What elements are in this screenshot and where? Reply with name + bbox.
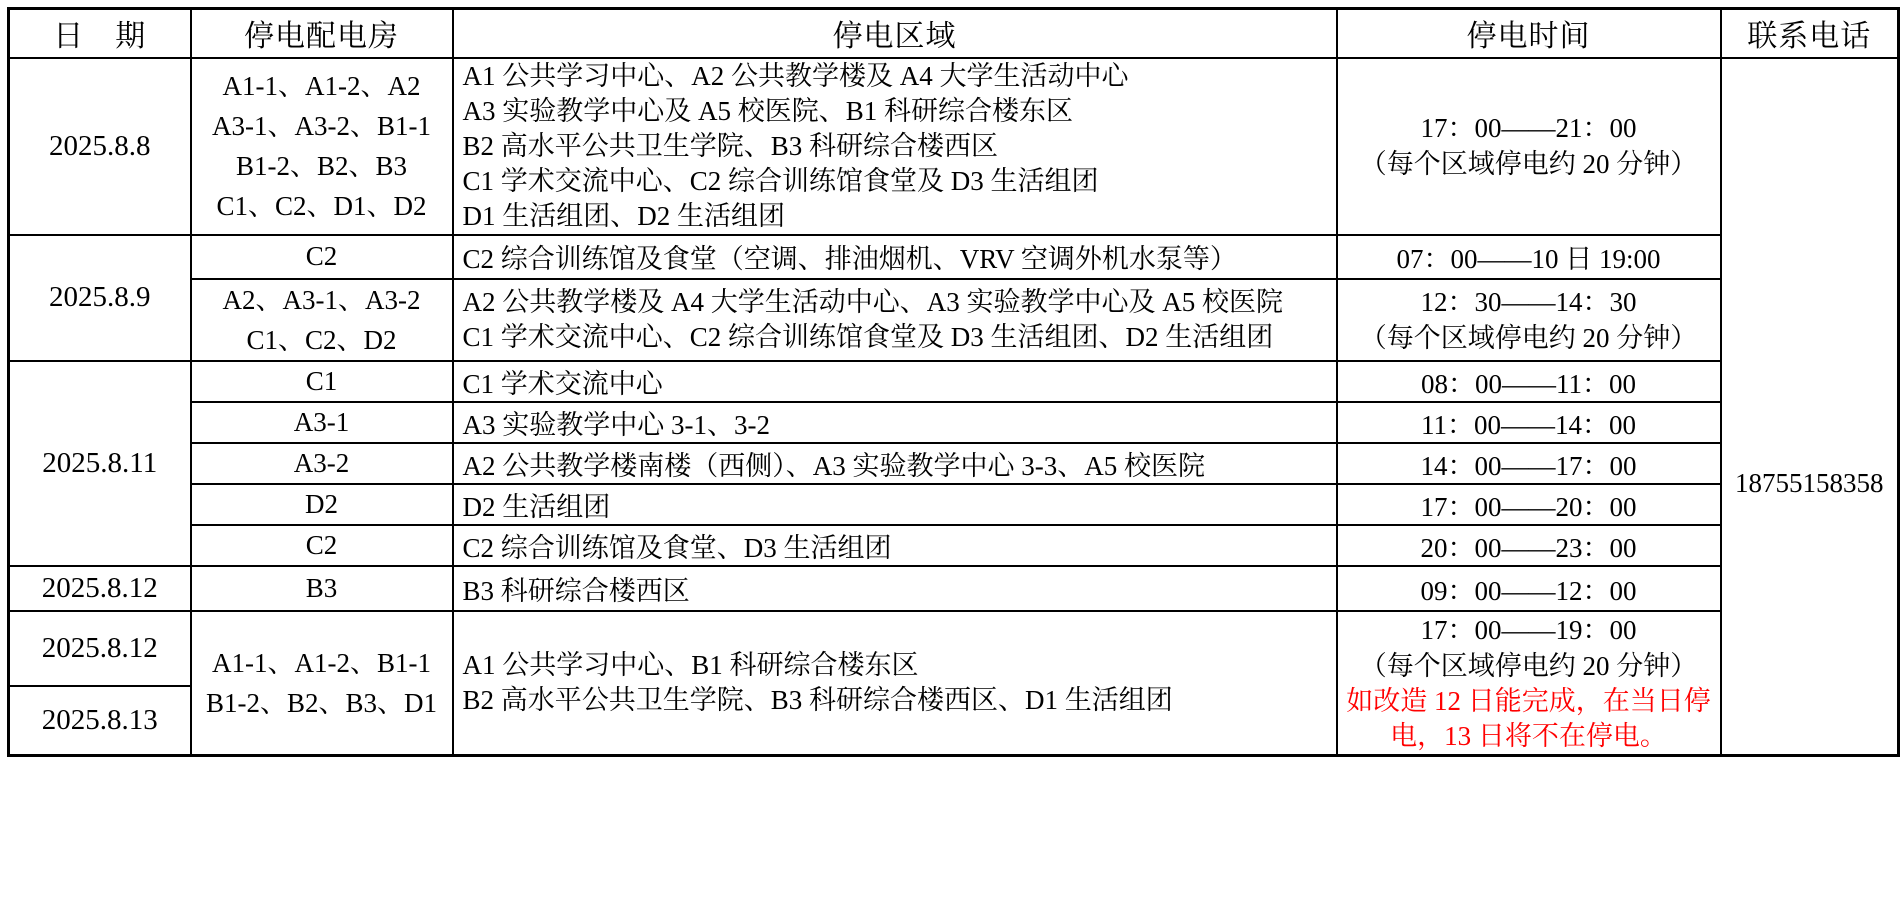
date-cell-aug11: 2025.8.11 xyxy=(9,361,191,566)
room-cell-aug11-a3-2: A3-2 xyxy=(191,443,453,484)
table-row xyxy=(9,279,1899,361)
time-cell-aug9-multi xyxy=(1337,279,1721,361)
time-cell-aug11-a3-1: 11：00——14：00 xyxy=(1337,402,1721,443)
header-row xyxy=(9,9,1899,58)
area-line: A2 公共教学楼及 A4 大学生活动中心、A3 实验教学中心及 A5 校医院 xyxy=(462,286,1283,317)
area-line: C1 学术交流中心、C2 综合训练馆食堂及 D3 生活组团、D2 生活组团 xyxy=(462,321,1274,352)
room-cell-aug11-c2: C2 xyxy=(191,525,453,566)
room-line: A1-1、A1-2、B1-1 xyxy=(212,647,431,678)
area-line: B2 高水平公共卫生学院、B3 科研综合楼西区、D1 生活组团 xyxy=(462,684,1173,715)
room-cell-aug11-c1: C1 xyxy=(191,361,453,402)
col-header-room: 停电配电房 xyxy=(191,9,453,58)
time-line: （每个区域停电约 20 分钟） xyxy=(1359,149,1698,179)
room-cell-aug11-d2: D2 xyxy=(191,484,453,525)
room-line: B1-2、B2、B3、D1 xyxy=(205,687,438,718)
time-cell-aug11-c2: 20：00——23：00 xyxy=(1337,525,1721,566)
room-line: C1、C2、D2 xyxy=(246,324,397,355)
area-cell-aug11-d2: D2 生活组团 xyxy=(453,484,1337,525)
time-cell-aug12-13 xyxy=(1337,611,1721,756)
time-cell-aug9-c2: 07：00——10 日 19:00 xyxy=(1337,235,1721,279)
time-line: （每个区域停电约 20 分钟） xyxy=(1359,650,1698,681)
note-line-red: 电，13 日将不在停电。 xyxy=(1390,720,1667,751)
table-row xyxy=(9,402,1899,443)
date-cell-aug13: 2025.8.13 xyxy=(9,686,191,755)
date-cell-aug9: 2025.8.9 xyxy=(9,235,191,361)
contact-phone-cell: 18755158358 xyxy=(1721,58,1899,756)
date-cell-aug12: 2025.8.12 xyxy=(9,566,191,611)
date-cell-aug12-b: 2025.8.12 xyxy=(9,611,191,686)
area-line: A1 公共学习中心、A2 公共教学楼及 A4 大学生活动中心 xyxy=(462,60,1129,91)
col-header-date: 日 期 xyxy=(9,9,191,58)
col-header-phone: 联系电话 xyxy=(1721,9,1899,58)
area-line: B2 高水平公共卫生学院、B3 科研综合楼西区 xyxy=(462,130,999,161)
table-row xyxy=(9,525,1899,566)
area-line: A1 公共学习中心、B1 科研综合楼东区 xyxy=(462,649,919,680)
room-cell-aug9-multi xyxy=(191,279,453,361)
area-cell-aug11-c1: C1 学术交流中心 xyxy=(453,361,1337,402)
room-cell-aug12-13 xyxy=(191,611,453,756)
time-line: 17：00——19：00 xyxy=(1420,614,1637,645)
room-line: A2、A3-1、A3-2 xyxy=(222,284,421,315)
table-row xyxy=(9,484,1899,525)
time-line: （每个区域停电约 20 分钟） xyxy=(1359,322,1698,353)
room-cell-aug11-a3-1: A3-1 xyxy=(191,402,453,443)
room-line: A3-1、A3-2、B1-1 xyxy=(212,111,431,141)
time-cell-aug12-b3: 09：00——12：00 xyxy=(1337,566,1721,611)
room-cell-aug9-c2: C2 xyxy=(191,235,453,279)
table-row xyxy=(9,235,1899,279)
area-line: C1 学术交流中心、C2 综合训练馆食堂及 D3 生活组团 xyxy=(462,165,1099,196)
time-cell-aug8 xyxy=(1337,58,1721,235)
table-row xyxy=(9,443,1899,484)
note-line-red: 如改造 12 日能完成，在当日停 xyxy=(1346,685,1711,716)
area-cell-aug8 xyxy=(453,58,1337,235)
table-row xyxy=(9,361,1899,402)
area-cell-aug12-13 xyxy=(453,611,1337,756)
time-line: 12：30——14：30 xyxy=(1420,286,1637,317)
room-line: B1-2、B2、B3 xyxy=(235,151,408,181)
area-cell-aug9-multi xyxy=(453,279,1337,361)
time-cell-aug11-a3-2: 14：00——17：00 xyxy=(1337,443,1721,484)
room-cell-aug12-b3: B3 xyxy=(191,566,453,611)
area-line: A3 实验教学中心及 A5 校医院、B1 科研综合楼东区 xyxy=(462,95,1074,126)
col-header-time: 停电时间 xyxy=(1337,9,1721,58)
room-line: A1-1、A1-2、A2 xyxy=(222,71,421,101)
time-cell-aug11-d2: 17：00——20：00 xyxy=(1337,484,1721,525)
col-header-area: 停电区域 xyxy=(453,9,1337,58)
area-cell-aug11-a3-2: A2 公共教学楼南楼（西侧）、A3 实验教学中心 3-3、A5 校医院 xyxy=(453,443,1337,484)
power-outage-schedule-table xyxy=(7,7,1900,757)
area-cell-aug11-c2: C2 综合训练馆及食堂、D3 生活组团 xyxy=(453,525,1337,566)
table-row xyxy=(9,611,1899,686)
area-cell-aug9-c2: C2 综合训练馆及食堂（空调、排油烟机、VRV 空调外机水泵等） xyxy=(453,235,1337,279)
area-cell-aug12-b3: B3 科研综合楼西区 xyxy=(453,566,1337,611)
area-line: D1 生活组团、D2 生活组团 xyxy=(462,200,785,231)
time-line: 17：00——21：00 xyxy=(1420,113,1637,143)
room-cell-aug8 xyxy=(191,58,453,235)
date-cell-aug8: 2025.8.8 xyxy=(9,58,191,235)
room-line: C1、C2、D1、D2 xyxy=(216,191,427,221)
time-cell-aug11-c1: 08：00——11：00 xyxy=(1337,361,1721,402)
table-row xyxy=(9,58,1899,235)
area-cell-aug11-a3-1: A3 实验教学中心 3-1、3-2 xyxy=(453,402,1337,443)
table-row xyxy=(9,566,1899,611)
